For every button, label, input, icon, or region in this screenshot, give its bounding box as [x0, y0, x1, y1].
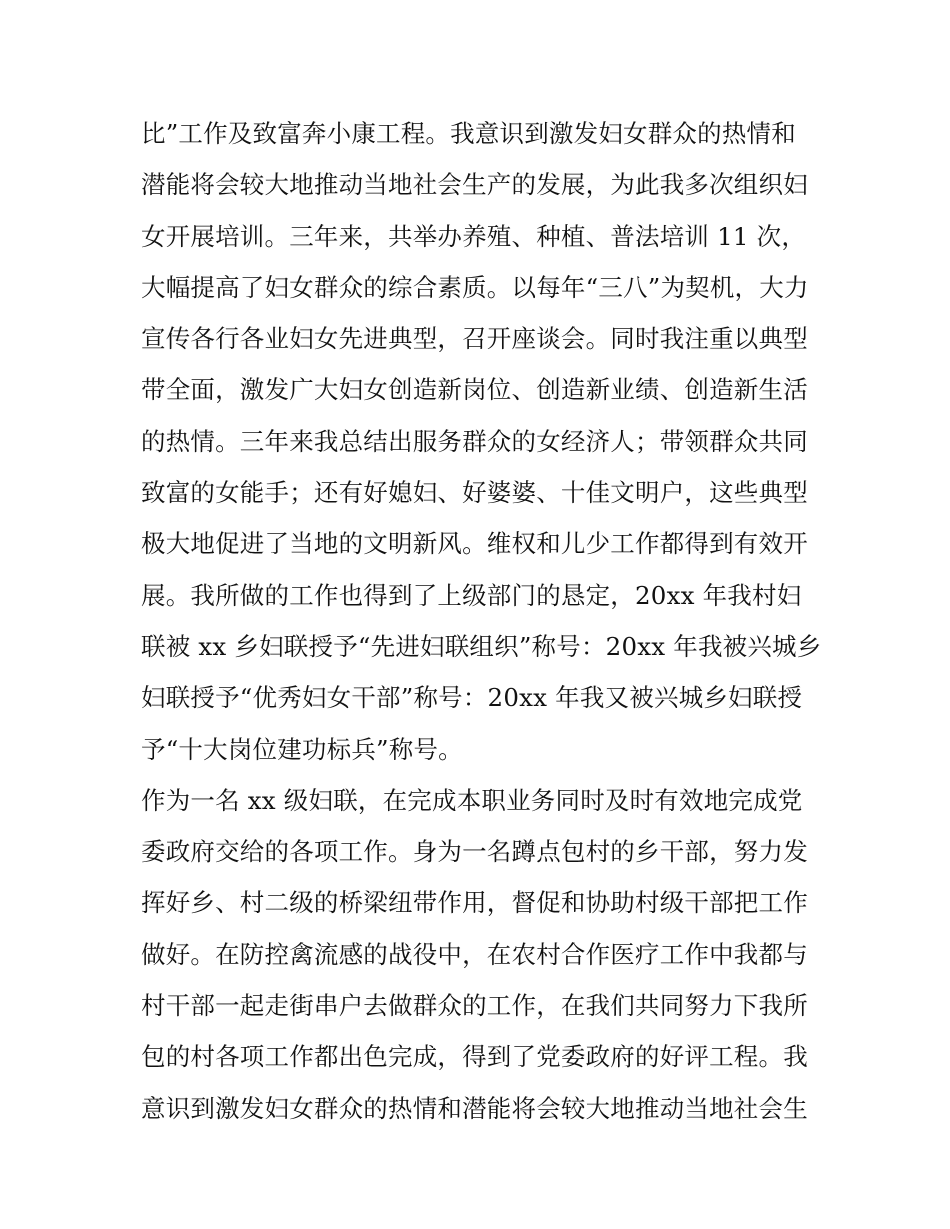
text-line: 大幅提高了妇女群众的综合素质。以每年“三八”为契机，大力 — [141, 272, 809, 302]
paragraph-2 — [141, 775, 821, 1134]
text-line: 包的村各项工作都出色完成，得到了党委政府的好评工程。我 — [141, 1042, 808, 1072]
text-line: 展。我所做的工作也得到了上级部门的恳定，20xx 年我村妇 — [141, 580, 802, 610]
text-line: 极大地促进了当地的文明新风。维权和儿少工作都得到有效开 — [141, 529, 808, 559]
text-line: 带全面，激发广大妇女创造新岗位、创造新业绩、创造新生活 — [141, 375, 808, 405]
text-line: 女开展培训。三年来，共举办养殖、种植、普法培训 11 次， — [141, 221, 807, 251]
text-line: 做好。在防控禽流感的战役中，在农村合作医疗工作中我都与 — [141, 939, 808, 969]
text-line: 意识到激发妇女群众的热情和潜能将会较大地推动当地社会生 — [141, 1093, 808, 1123]
text-line: 宣传各行各业妇女先进典型，召开座谈会。同时我注重以典型 — [141, 324, 808, 354]
text-line: 联被 xx 乡妇联授予“先进妇联组织”称号：20xx 年我被兴城乡 — [141, 631, 822, 661]
text-line: 挥好乡、村二级的桥梁纽带作用，督促和协助村级干部把工作 — [141, 888, 808, 918]
text-line: 致富的女能手；还有好媳妇、好婆婆、十佳文明户，这些典型 — [141, 478, 808, 508]
text-line: 委政府交给的各项工作。身为一名蹲点包村的乡干部，努力发 — [141, 837, 808, 867]
text-line: 的热情。三年来我总结出服务群众的女经济人；带领群众共同 — [141, 426, 808, 456]
paragraph-1 — [141, 108, 821, 775]
text-line: 潜能将会较大地推动当地社会生产的发展，为此我多次组织妇 — [141, 170, 808, 200]
text-line: 予“十大岗位建功标兵”称号。 — [141, 734, 463, 764]
text-line: 妇联授予“优秀妇女干部”称号：20xx 年我又被兴城乡妇联授 — [141, 683, 803, 713]
text-line: 作为一名 xx 级妇联，在完成本职业务同时及时有效地完成党 — [141, 785, 803, 815]
text-line: 比”工作及致富奔小康工程。我意识到激发妇女群众的热情和 — [141, 119, 796, 148]
document-body — [141, 108, 821, 1134]
text-line: 村干部一起走街串户去做群众的工作，在我们共同努力下我所 — [141, 991, 808, 1021]
